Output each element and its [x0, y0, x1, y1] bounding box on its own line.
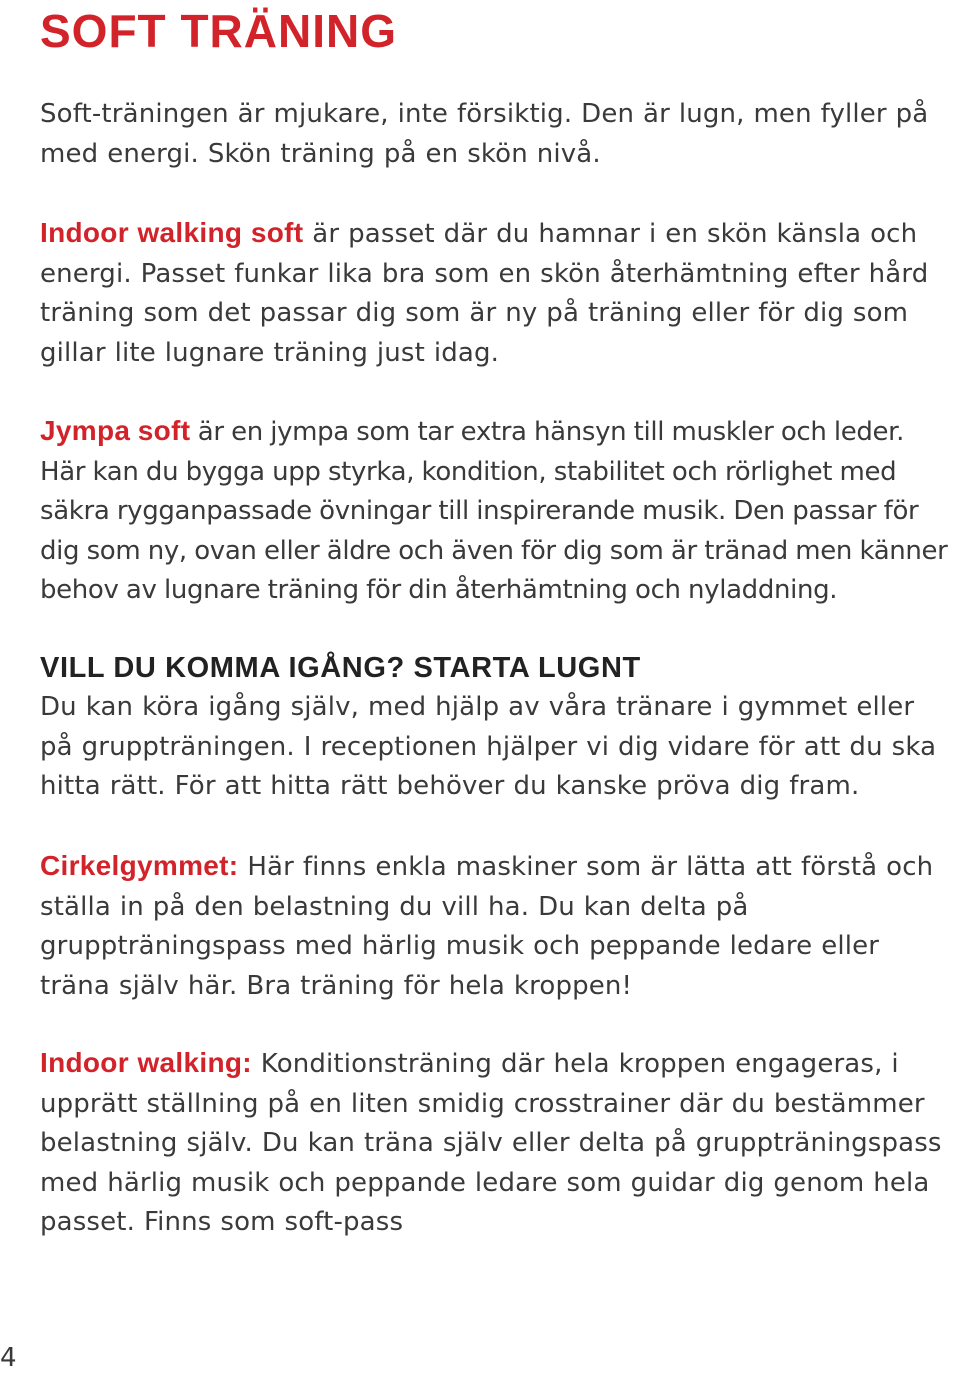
page-title: SOFT TRÄNING — [40, 5, 397, 57]
indoor-walking-soft-paragraph — [40, 213, 955, 373]
indoor-walking-lead: Indoor walking: — [40, 1047, 252, 1078]
start-paragraph: Du kan köra igång själv, med hjälp av våra tränare i gymmet eller på gruppträningen. I receptionen hjälper vi dig vidare för att du ska hitta rätt. För att hitta rätt behöver du kanske pröva dig fram. — [40, 692, 937, 801]
jympa-soft-lead: Jympa soft — [40, 415, 191, 446]
jympa-soft-text: är en jympa som tar extra hänsyn till muskler och leder. Här kan du bygga upp styrka, kondition, stabilitet och rörlighet med säkra rygganpassade övningar till inspirerande musik. Den passar för dig som ny, ovan eller äldre och även för dig som är tränad men känner behov av lugnare träning för din återhämtning och nyladdning. — [40, 417, 948, 605]
cirkelgymmet-text: Här finns enkla maskiner som är lätta att förstå och ställa in på den belastning du vill ha. Du kan delta på gruppträningspass med härlig musik och peppande ledare eller träna själv här. Bra träning för hela kroppen! — [40, 852, 934, 1001]
jympa-soft-paragraph — [40, 411, 955, 611]
intro-paragraph: Soft-träningen är mjukare, inte försiktig. Den är lugn, men fyller på med energi. Skön träning på en skön nivå. — [40, 99, 929, 169]
indoor-walking-soft-lead: Indoor walking soft — [40, 217, 304, 248]
indoor-walking-paragraph — [40, 1043, 955, 1243]
start-heading: VILL DU KOMMA IGÅNG? STARTA LUGNT — [40, 652, 641, 684]
cirkelgymmet-paragraph — [40, 846, 955, 1006]
indoor-walking-soft-text: är passet där du hamnar i en skön känsla och energi. Passet funkar lika bra som en skön återhämtning efter hård träning som det passar dig som är ny på träning eller för dig som gillar lite lugnare träning just idag. — [40, 219, 929, 368]
page-number: 4 — [0, 1343, 17, 1373]
cirkelgymmet-lead: Cirkelgymmet: — [40, 850, 239, 881]
indoor-walking-text: Konditionsträning där hela kroppen engageras, i upprätt ställning på en liten smidig crosstrainer där du bestämmer belastning själv. Du kan träna själv eller delta på gruppträningspass med härlig musik och peppande ledare som guidar dig genom hela passet. Finns som soft-pass — [40, 1049, 942, 1237]
